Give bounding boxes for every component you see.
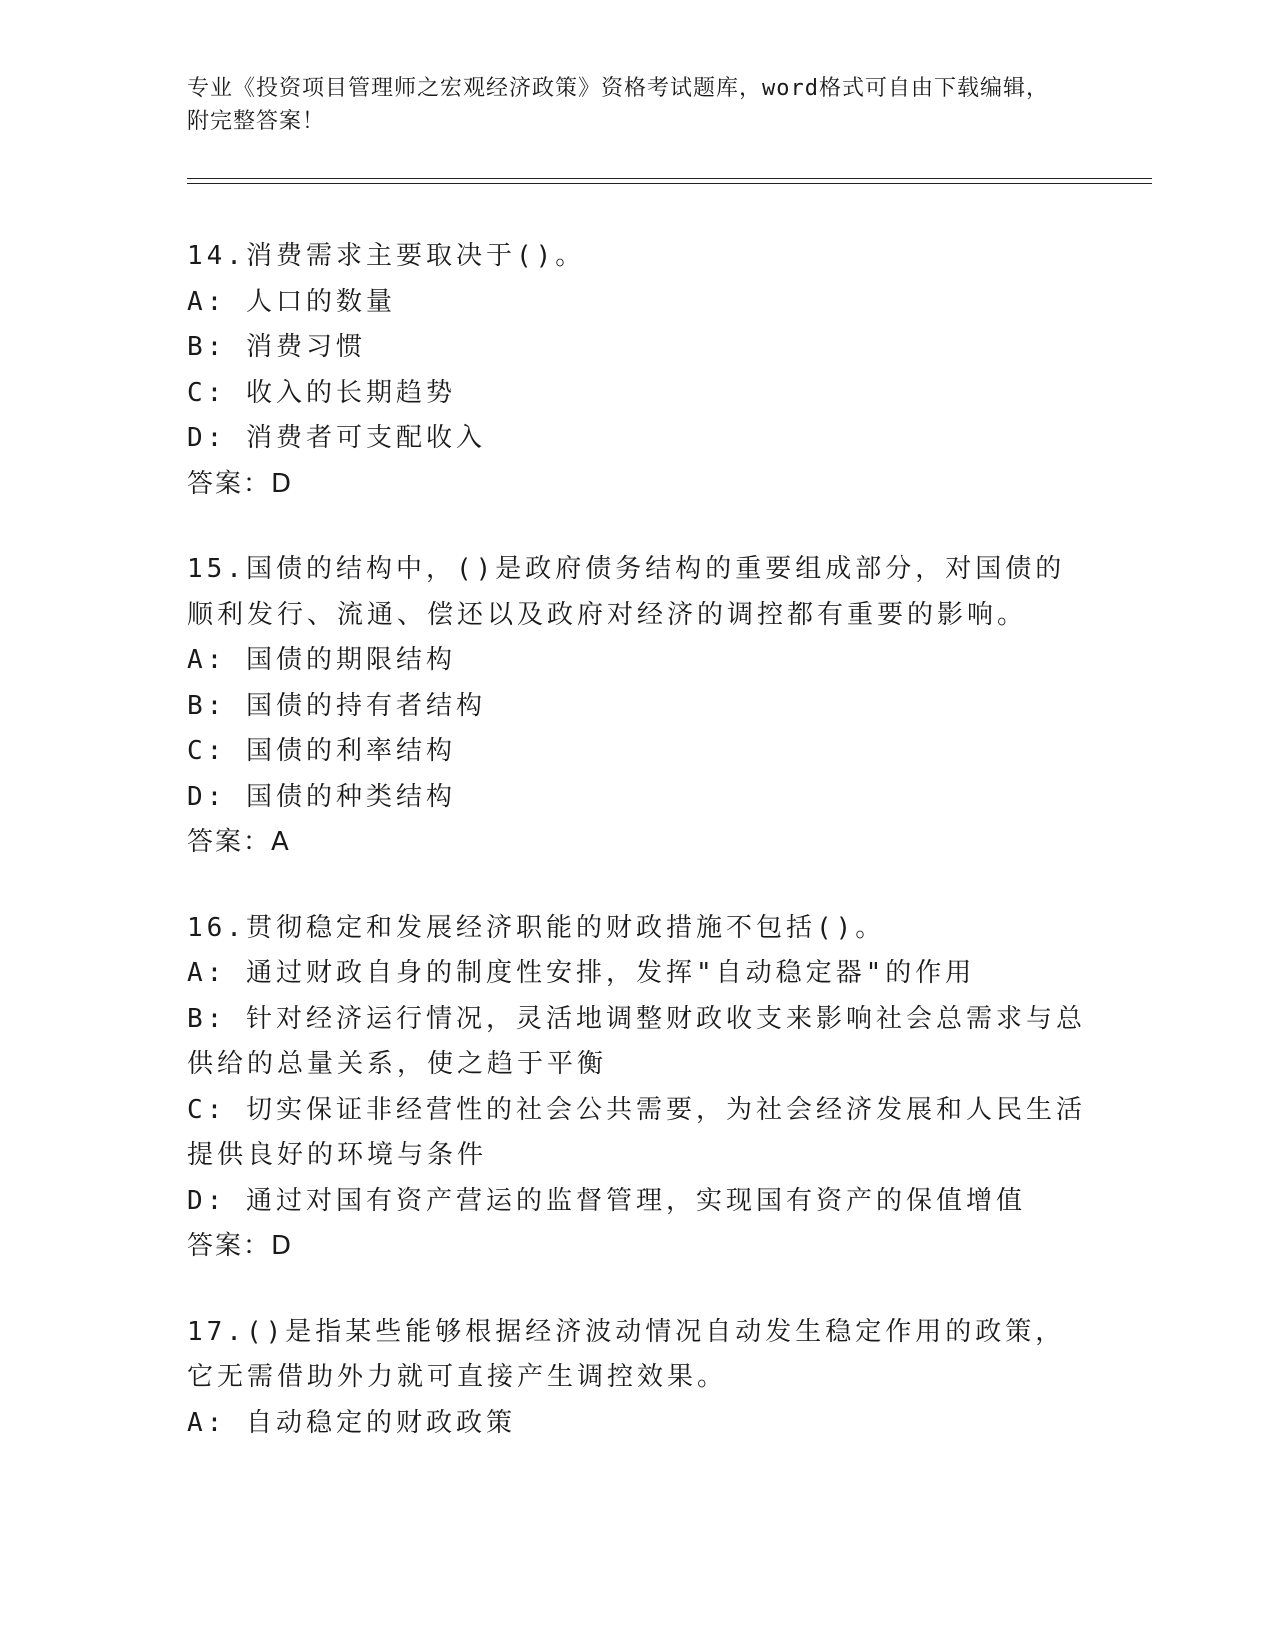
option-a: A: 国债的期限结构 <box>187 645 456 675</box>
question-15 <box>187 547 1087 866</box>
option-a: A: 通过财政自身的制度性安排，发挥"自动稳定器"的作用 <box>187 958 976 988</box>
question-stem: 15.国债的结构中，()是政府债务结构的重要组成部分，对国债的顺利发行、流通、偿还以及政府对经济的调控都有重要的影响。 <box>187 554 1066 630</box>
option-d: D: 通过对国有资产营运的监督管理，实现国有资产的保值增值 <box>187 1185 1026 1216</box>
option-c: C: 收入的长期趋势 <box>187 377 456 408</box>
answer-label: 答案：D <box>187 468 294 499</box>
question-stem: 16.贯彻稳定和发展经济职能的财政措施不包括()。 <box>187 912 886 943</box>
header-divider-bottom <box>187 183 1152 184</box>
header-divider-top <box>187 178 1152 179</box>
option-a: A: 自动稳定的财政政策 <box>187 1407 516 1438</box>
option-b: B: 国债的持有者结构 <box>187 690 486 721</box>
option-b: B: 针对经济运行情况，灵活地调整财政收支来影响社会总需求与总供给的总量关系，使之趋于平衡 <box>187 1003 1086 1079</box>
question-14 <box>187 234 1087 507</box>
document-header: 专业《投资项目管理师之宏观经济政策》资格考试题库，word格式可自由下载编辑，附完整答案！ <box>187 76 1049 134</box>
answer-label: 答案：A <box>187 827 291 857</box>
option-c: C: 国债的利率结构 <box>187 736 456 766</box>
option-d: D: 消费者可支配收入 <box>187 423 486 453</box>
option-a: A: 人口的数量 <box>187 286 396 317</box>
question-stem: 17.()是指某些能够根据经济波动情况自动发生稳定作用的政策，它无需借助外力就可直接产生调控效果。 <box>187 1316 1066 1392</box>
question-list <box>187 234 1087 1486</box>
question-stem: 14.消费需求主要取决于()。 <box>187 241 586 271</box>
option-b: B: 消费习惯 <box>187 332 366 362</box>
option-d: D: 国债的种类结构 <box>187 781 456 812</box>
option-c: C: 切实保证非经营性的社会公共需要，为社会经济发展和人民生活提供良好的环境与条件 <box>187 1094 1086 1170</box>
question-17 <box>187 1310 1087 1447</box>
question-16 <box>187 906 1087 1270</box>
answer-label: 答案：D <box>187 1231 294 1261</box>
